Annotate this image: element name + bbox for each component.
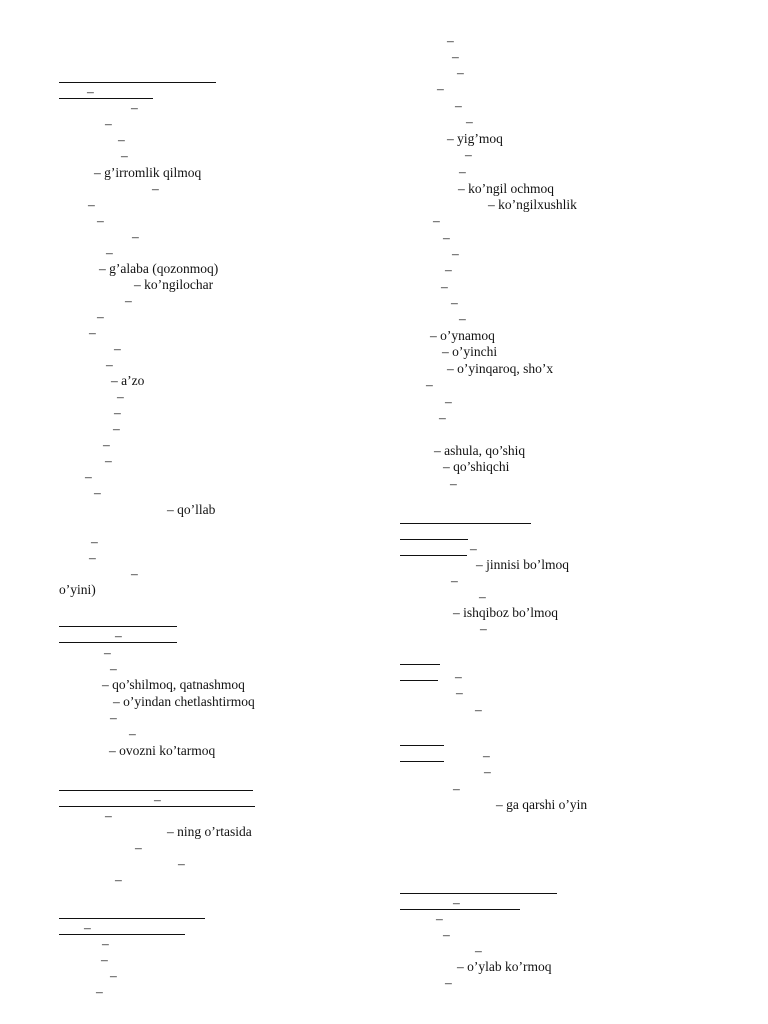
dash-marker: –: [475, 702, 482, 717]
heading-underline: [400, 539, 468, 540]
dash-marker: –: [102, 936, 109, 951]
dash-marker: –: [466, 114, 473, 129]
dash-marker: –: [131, 566, 138, 581]
heading-underline: [59, 918, 205, 919]
dash-marker: –: [103, 437, 110, 452]
heading-underline: [59, 934, 185, 935]
dash-marker: –: [452, 246, 459, 261]
dash-marker: –: [113, 421, 120, 436]
dash-marker: –: [132, 229, 139, 244]
term-text: – jinnisi bo’lmoq: [476, 557, 570, 572]
dash-marker: –: [94, 485, 101, 500]
heading-underline: [400, 664, 440, 665]
dash-marker: –: [426, 377, 433, 392]
dash-marker: –: [104, 645, 111, 660]
term-text: – a’zo: [111, 373, 145, 388]
term-text: – g’alaba (qozonmoq): [99, 261, 219, 276]
dash-marker: –: [89, 550, 96, 565]
term-text: – ko’ngilxushlik: [488, 197, 577, 212]
dash-marker: –: [443, 230, 450, 245]
dash-marker: –: [85, 469, 92, 484]
heading-underline: [400, 680, 438, 681]
dash-marker: –: [118, 132, 125, 147]
heading-underline: [400, 909, 520, 910]
term-text: – g’irromlik qilmoq: [94, 165, 202, 180]
term-text: – o’yindan chetlashtirmoq: [113, 694, 255, 709]
dash-marker: –: [450, 476, 457, 491]
dash-marker: –: [105, 116, 112, 131]
dash-marker: –: [470, 541, 477, 556]
dash-marker: –: [110, 968, 117, 983]
term-text: – ning o’rtasida: [167, 824, 252, 839]
term-text: – ashula, qo’shiq: [434, 443, 526, 458]
term-text: – qo’shiqchi: [443, 459, 510, 474]
dash-marker: –: [115, 628, 122, 643]
dash-marker: –: [178, 856, 185, 871]
dash-marker: –: [125, 293, 132, 308]
heading-underline: [59, 82, 216, 83]
dash-marker: –: [459, 311, 466, 326]
dash-marker: –: [105, 808, 112, 823]
dash-marker: –: [110, 661, 117, 676]
term-text: – qo’shilmoq, qatnashmoq: [102, 677, 245, 692]
dash-marker: –: [97, 309, 104, 324]
dash-marker: –: [87, 84, 94, 99]
dash-marker: –: [480, 621, 487, 636]
term-text: – o’ylab ko’rmoq: [457, 959, 552, 974]
heading-underline: [400, 555, 467, 556]
dash-marker: –: [114, 341, 121, 356]
term-text: – yig’moq: [447, 131, 503, 146]
dash-marker: –: [439, 410, 446, 425]
dash-marker: –: [88, 197, 95, 212]
dash-marker: –: [154, 792, 161, 807]
dash-marker: –: [437, 81, 444, 96]
dash-marker: –: [451, 573, 458, 588]
dash-marker: –: [121, 148, 128, 163]
heading-underline: [59, 642, 177, 643]
dash-marker: –: [452, 49, 459, 64]
dash-marker: –: [106, 245, 113, 260]
dash-marker: –: [441, 279, 448, 294]
dash-marker: –: [436, 911, 443, 926]
dash-marker: –: [445, 394, 452, 409]
dash-marker: –: [483, 748, 490, 763]
heading-underline: [400, 893, 557, 894]
term-text: – ko’ngilochar: [134, 277, 214, 292]
dash-marker: –: [456, 685, 463, 700]
dash-marker: –: [443, 927, 450, 942]
dash-marker: –: [96, 984, 103, 999]
heading-underline: [400, 761, 444, 762]
heading-underline: [59, 98, 153, 99]
term-text: – ko’ngil ochmoq: [458, 181, 554, 196]
dash-marker: –: [152, 181, 159, 196]
dash-marker: –: [97, 213, 104, 228]
dash-marker: –: [433, 213, 440, 228]
term-text: – ishqiboz bo’lmoq: [453, 605, 558, 620]
dash-marker: –: [84, 920, 91, 935]
heading-underline: [59, 626, 177, 627]
dash-marker: –: [447, 33, 454, 48]
heading-underline: [59, 790, 253, 791]
term-text: – o’yinqaroq, sho’x: [447, 361, 554, 376]
dash-marker: –: [455, 98, 462, 113]
dash-marker: –: [110, 710, 117, 725]
dash-marker: –: [131, 100, 138, 115]
dash-marker: –: [475, 943, 482, 958]
term-text: – ga qarshi o’yin: [496, 797, 588, 812]
term-text: – o’ynamoq: [430, 328, 495, 343]
dash-marker: –: [445, 262, 452, 277]
heading-underline: [400, 523, 531, 524]
dash-marker: –: [479, 589, 486, 604]
heading-underline: [59, 806, 255, 807]
dash-marker: –: [451, 295, 458, 310]
dash-marker: –: [453, 895, 460, 910]
dash-marker: –: [445, 975, 452, 990]
heading-underline: [400, 745, 444, 746]
dash-marker: –: [117, 389, 124, 404]
dash-marker: –: [89, 325, 96, 340]
term-text: – o’yinchi: [442, 344, 498, 359]
term-text: – qo’llab: [167, 502, 216, 517]
dash-marker: –: [455, 669, 462, 684]
term-text: o’yini): [59, 582, 96, 597]
term-text: – ovozni ko’tarmoq: [109, 743, 216, 758]
dash-marker: –: [465, 147, 472, 162]
dash-marker: –: [453, 781, 460, 796]
dash-marker: –: [135, 840, 142, 855]
dash-marker: –: [115, 872, 122, 887]
dash-marker: –: [114, 405, 121, 420]
dash-marker: –: [459, 164, 466, 179]
dash-marker: –: [106, 357, 113, 372]
dash-marker: –: [101, 952, 108, 967]
dash-marker: –: [105, 453, 112, 468]
dash-marker: –: [484, 764, 491, 779]
dash-marker: –: [457, 65, 464, 80]
dash-marker: –: [91, 534, 98, 549]
dash-marker: –: [129, 726, 136, 741]
